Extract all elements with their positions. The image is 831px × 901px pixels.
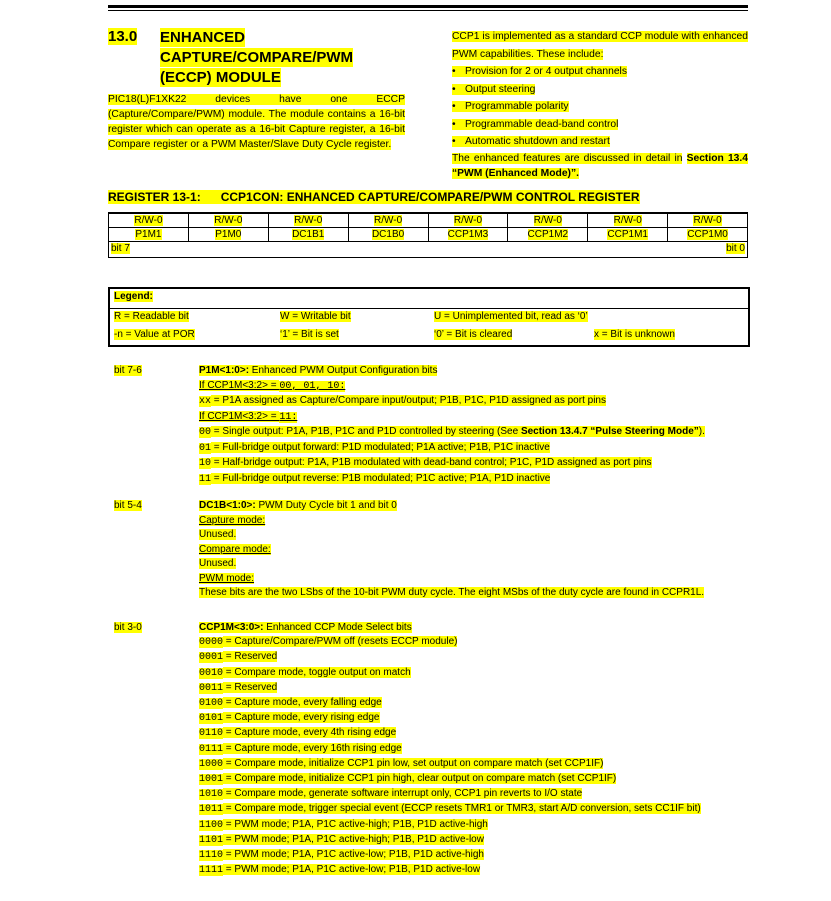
table-cell: R/W-0 — [508, 213, 588, 228]
legend-w: W = Writable bit — [280, 311, 351, 322]
table-cell: R/W-0 — [268, 213, 348, 228]
bit30-description: CCP1M<3:0>: Enhanced CCP Mode Select bits 0000 = Capture/Compare/PWM off (resets ECCP module) 0001 = Reserved 0010 = Compare mode, toggle output on match 0011 = Reserved 0100 = Capture mode, every falling edge 0101 = Capture mode, every rising edge 0110 = Capture mode, every 4th rising edge 0111 = Capture mode, every 16th rising edge 1000 = Compare mode, initialize CCP1 pin low, set output on compare match (set CCP1IF) 1001 = Compare mode, initialize CCP1 pin high, clear output on compare match (set CCP1IF) 1010 = Compare mode, generate software interrupt only, CCP1 pin reverts to I/O state 1011 = Compare mode, trigger special event (ECCP resets TMR1 or TMR3, start A/D conversion, sets CC1IF bit) 1100 = PWM mode; P1A, P1C active-high; P1B, P1D active-high 1101 = PWM mode; P1A, P1C active-high; P1B, P1D active-low 1110 = PWM mode; P1A, P1C active-low; P1B, P1D active-high 1111 = PWM mode; P1A, P1C active-low; P1B, P1D active-low — [199, 621, 749, 878]
list-item: • Automatic shutdown and restart — [452, 136, 610, 147]
list-item: • Output steering — [452, 83, 536, 95]
list-item: 1110 = PWM mode; P1A, P1C active-low; P1B, P1D active-high — [199, 849, 484, 862]
list-item: • Programmable polarity — [452, 101, 569, 112]
intro-paragraph: PIC18(L)F1XK22 devices have one ECCP (Capture/Compare/PWM) module. The module contains a 16-bit register which can operate as a 16-bit Capture register, a 16-bit Compare register or a PWM Master/Slave Duty Cycle register. — [108, 94, 405, 150]
list-item: 1011 = Compare mode, trigger special event (ECCP resets TMR1 or TMR3, start A/D conversion, sets CC1IF bit) — [199, 803, 701, 816]
top-rule-thin — [108, 10, 748, 11]
feature-list — [452, 63, 748, 151]
list-item: 0101 = Capture mode, every rising edge — [199, 712, 380, 725]
list-item: 1001 = Compare mode, initialize CCP1 pin high, clear output on compare match (set CCP1IF) — [199, 773, 617, 786]
legend-box — [108, 287, 750, 347]
table-cell: CCP1M3 — [428, 228, 508, 242]
bit54-description: DC1B<1:0>: PWM Duty Cycle bit 1 and bit 0 Capture mode: Unused. Compare mode: Unused. PWM mode: These bits are the two LSbs of the 10-bit PWM duty cycle. The eight MSbs of the duty cycle are found in CCPR1L. — [199, 500, 705, 598]
right-column — [452, 28, 748, 181]
table-cell: R/W-0 — [348, 213, 428, 228]
legend-r: R = Readable bit — [114, 311, 189, 322]
bit54-label: bit 5-4 — [114, 500, 142, 511]
list-item: 0001 = Reserved — [199, 651, 278, 664]
table-cell: CCP1M1 — [588, 228, 668, 242]
table-cell: R/W-0 — [668, 213, 748, 228]
list-item: • Provision for 2 or 4 output channels — [452, 66, 627, 77]
legend-divider — [110, 308, 748, 309]
table-cell: P1M1 — [109, 228, 189, 242]
top-rule — [108, 5, 748, 8]
table-cell: DC1B0 — [348, 228, 428, 242]
legend-title: Legend: — [114, 291, 153, 302]
table-cell: R/W-0 — [109, 213, 189, 228]
legend-u: U = Unimplemented bit, read as ‘0’ — [434, 311, 588, 322]
table-row-access — [109, 213, 748, 228]
list-item: 0000 = Capture/Compare/PWM off (resets ECCP module) — [199, 636, 458, 649]
section-number: 13.0 — [108, 28, 138, 45]
bit76-description: P1M<1:0>: Enhanced PWM Output Configuration bits If CCP1M<3:2> = 00, 01, 10: xx = P1A assigned as Capture/Compare input/output; P1B, P1C, P1D assigned as port pins If CCP1M<3:2> = 11: 00 = Single output: P1A, P1B, P1C and P1D controlled by steering (See Section 13.4.7 “Pulse Steering Mode”). 01 = Full-bridge output forward: P1D modulated; P1A active; P1B, P1C inactive 10 = Half-bridge output: P1A, P1B modulated with dead-band control; P1C, P1D assigned as port pins 11 = Full-bridge output reverse: P1B modulated; P1C active; P1A, P1D inactive — [199, 365, 705, 485]
table-row-bitnums — [109, 242, 748, 258]
section-reference-link[interactable]: Section 13.4 “PWM (Enhanced Mode)”. — [452, 152, 748, 179]
list-item: 0111 = Capture mode, every 16th rising edge — [199, 742, 402, 755]
list-item: 1100 = PWM mode; P1A, P1C active-high; P1B, P1D active-high — [199, 818, 488, 831]
table-cell: R/W-0 — [188, 213, 268, 228]
section-title: ENHANCED CAPTURE/COMPARE/PWM (ECCP) MODULE — [160, 29, 354, 86]
table-cell: DC1B1 — [268, 228, 348, 242]
list-item: • Programmable dead-band control — [452, 118, 619, 130]
list-item: 0011 = Reserved — [199, 681, 278, 694]
table-cell: R/W-0 — [588, 213, 668, 228]
list-item: 0100 = Capture mode, every falling edge — [199, 697, 382, 710]
right-para-1: CCP1 is implemented as a standard CCP module with enhanced PWM capabilities. These include: — [452, 31, 748, 60]
bit30-label: bit 3-0 — [114, 622, 142, 633]
legend-zero: ‘0’ = Bit is cleared — [434, 329, 513, 340]
legend-x: x = Bit is unknown — [594, 329, 675, 340]
bit76-label: bit 7-6 — [114, 365, 142, 376]
table-cell: CCP1M2 — [508, 228, 588, 242]
legend-n: -n = Value at POR — [114, 329, 195, 340]
register-table — [108, 212, 748, 258]
legend-one: ‘1’ = Bit is set — [280, 329, 339, 340]
list-item: 1111 = PWM mode; P1A, P1C active-low; P1B, P1D active-low — [199, 864, 481, 877]
table-cell: P1M0 — [188, 228, 268, 242]
list-item: 1101 = PWM mode; P1A, P1C active-high; P1B, P1D active-low — [199, 833, 484, 846]
list-item: 0110 = Capture mode, every 4th rising edge — [199, 727, 397, 740]
table-cell: CCP1M0 — [668, 228, 748, 242]
table-cell: R/W-0 — [428, 213, 508, 228]
register-title: REGISTER 13-1: CCP1CON: ENHANCED CAPTURE/COMPARE/PWM CONTROL REGISTER — [108, 190, 640, 204]
right-para-2: The enhanced features are discussed in detail in Section 13.4 “PWM (Enhanced Mode)”. — [452, 152, 748, 179]
table-cell: bit 7 bit 0 — [109, 242, 748, 258]
list-item: 1000 = Compare mode, initialize CCP1 pin low, set output on compare match (set CCP1IF) — [199, 757, 604, 770]
table-row-bits — [109, 228, 748, 242]
list-item: 1010 = Compare mode, generate software interrupt only, CCP1 pin reverts to I/O state — [199, 788, 583, 801]
list-item: 0010 = Compare mode, toggle output on match — [199, 666, 411, 679]
